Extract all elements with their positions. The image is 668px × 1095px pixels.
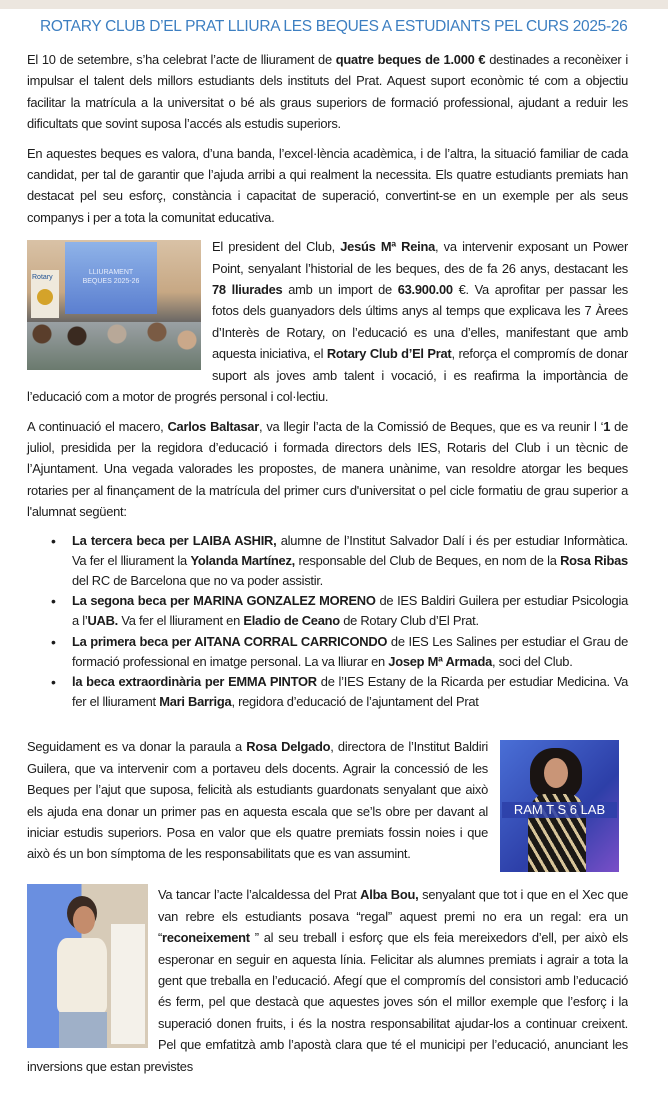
text-run: , soci del Club. <box>492 653 573 669</box>
bold-text: La segona beca per MARINA GONZALEZ MORENO <box>72 593 376 609</box>
text-run: de juliol, presidida per la regidora d’educació i formada directors dels IES, Rotaris del Club i un tècnic de l’Ajuntament. Una vegada valorades les propostes, de manera unànime, van resoldre atorgar les beques rotaries per al finançament de la matrícula del primer curs d'universitat o pel cicle formatiu de grau superior a l'alumnat següent: <box>27 418 629 520</box>
rosa-delgado-section <box>27 736 628 876</box>
rotary-banner <box>31 270 59 318</box>
text-run: En aquestes beques es valora, d’una banda, l’excel·lència acadèmica, i de l’altra, la situació familiar de cada candidat, per tal de garantir que l’ajuda arribi a qui realment la necessita. Els quatre estudiants premiats han destacat pel seu esforç, constància i capacitat de superació, convertint-se en un exemple per als seus companys i per a tota la comunitat educativa. <box>27 145 628 225</box>
bold-text: Alba Bou, <box>360 887 419 903</box>
mayor-top <box>57 938 107 1013</box>
banner-text: Rotary <box>32 274 53 282</box>
text-run: del RC de Barcelona que no va poder assistir. <box>72 572 324 588</box>
bold-text: reconeixement <box>162 930 250 946</box>
paragraph-criteria <box>27 143 628 229</box>
text-run: de l’IES Estany de la Ricarda per estudiar Medicina. Va fer el lliurament <box>72 673 628 710</box>
bold-text: Josep Mª Armada <box>388 653 492 669</box>
bullet-icon: • <box>51 532 56 549</box>
bold-text: Eladio de Ceano <box>243 613 340 629</box>
bold-text: La tercera beca per LAIBA ASHIR, <box>72 532 277 548</box>
bullet-icon: • <box>51 633 56 650</box>
bold-text: Rosa Delgado <box>246 739 331 755</box>
top-bar <box>0 0 668 9</box>
text-run: El 10 de setembre, s’ha celebrat l’acte de lliurament de <box>27 52 336 67</box>
mayor-section <box>27 884 628 1077</box>
text-run: El president del Club, <box>212 239 341 255</box>
projection-screen <box>65 242 157 314</box>
article <box>0 9 668 1095</box>
bold-text: 1 <box>603 418 611 434</box>
text-run: Seguidament es va donar la paraula a <box>27 739 247 755</box>
list-item <box>48 591 628 631</box>
text-run: de IES Baldiri Guilera per estudiar Psicologia a l’ <box>72 593 628 629</box>
bold-text: Rosa Ribas <box>560 552 628 568</box>
article-title: ROTARY CLUB D’EL PRAT LLIURA LES BEQUES A ESTUDIANTS PEL CURS 2025-26 <box>40 18 628 35</box>
bold-text: la beca extraordinària per EMMA PINTOR <box>72 673 317 689</box>
rotary-wheel-icon <box>37 289 53 305</box>
list-item <box>48 672 628 712</box>
text-run: , va llegir l’acta de la Comissió de Beques, que es va reunir l ‘ <box>258 418 604 434</box>
text-run: , reforça el compromís de donar suport als joves amb talent i vocació, i es reafirma la importància de l’educació com a motor de progrés personal i col·lectiu. <box>27 346 628 405</box>
text-run: A continuació el macero, <box>27 418 168 434</box>
president-section <box>27 236 628 407</box>
bold-text: 78 lliurades <box>212 282 283 298</box>
text-run: , directora de l’Institut Baldiri Guilera, que va intervenir com a portaveu dels docents. Agrair la concessió de les Beques per l’ajut que suposa, felicità als estudiants guardonats senyalant que això els ajuda ena donar un primer pas en aquesta escala que se’ls obre per davant al iniciar estudis superiors. Posa en valor que els quatre premiats fossin noies i que això és un bon símptoma de les responsabilitats que es van assumint. <box>27 739 488 862</box>
list-item <box>48 531 628 592</box>
text-run: senyalant que tot i que en el Xec que van rebre els estudiants posava “regal” aquest premi no era un regal: era un “ <box>158 887 628 946</box>
text-run: , va intervenir exposant un Power Point, senyalant l’historial de les beques, des de fa 26 anys, destacant les <box>212 239 628 276</box>
bold-text: 63.900.00 <box>397 282 453 298</box>
text-run: destinades a reconèixer i impulsar el talent dels millors estudiants dels instituts del Prat. Aquest suport econòmic té com a objectiu facilitar la matrícula a la universitat o bé als graus superiors de formació professional, ajudant a reduir les dificultats que sovint suposa l’accés als estudis superiors. <box>27 52 628 132</box>
bold-text: Yolanda Martínez, <box>190 552 295 568</box>
bold-text: Mari Barriga <box>159 694 232 710</box>
bold-text: quatre beques de 1.000 € <box>335 52 486 67</box>
slide-text: LLIURAMENT BEQUES 2025-26 <box>82 269 140 286</box>
text-run: Va fer el lliurament en <box>118 613 244 629</box>
bullet-icon: • <box>51 593 56 610</box>
text-run: de IES Les Salines per estudiar el Grau de formació professional en imatge personal. La va lliurar en <box>72 633 628 669</box>
list-item <box>48 632 628 672</box>
text-run: Va tancar l’acte l’alcaldessa del Prat <box>158 887 361 903</box>
bold-text: UAB. <box>87 613 118 629</box>
bullet-icon: • <box>51 673 56 690</box>
mayor-jeans <box>59 1012 107 1048</box>
text-run: amb un import de <box>282 282 398 298</box>
text-run: responsable del Club de Beques, en nom de la <box>294 552 561 568</box>
paragraph-commission <box>27 416 628 523</box>
audience <box>27 322 201 370</box>
mayor-face <box>73 906 95 934</box>
speaker-bg-text: RAM T S 6 LAB <box>502 802 617 818</box>
text-run: alumne de l’Institut Salvador Dalí i és per estudiar Informàtica. Va fer el lliurament la <box>72 532 628 568</box>
paragraph-intro <box>27 49 628 135</box>
text-run: , regidora d’educació de l’ajuntament del Prat <box>231 694 479 710</box>
text-run: de Rotary Club d’El Prat. <box>339 613 479 629</box>
bold-text: La primera beca per AITANA CORRAL CARRICONDO <box>72 633 388 649</box>
scholarship-list <box>48 531 628 713</box>
rotary-rollup-banner <box>111 924 145 1044</box>
bold-text: Rotary Club d’El Prat <box>326 346 452 362</box>
event-photo <box>27 240 201 370</box>
text-run: ” al seu treball i esforç que els feia mereixedors d’ell, per això els esperonar en seguir en aquesta línia. Felicitar als alumnes premiats i agrair a tota la gent que treballa en l’educació. Afegí que el compromís del consistori amb l’educació és ferm, pel que destacà que aquestes joves són el millor exemple que l’esforç i la superació donen fruits, i és la nostra responsabilitat ajudar-los a continuar creixent. Pel que emfatitzà amb l’apostà clara que té el municipi per l’educació, anunciant les inversions que estan previstes <box>27 930 628 1074</box>
speaker-photo-rosa <box>500 740 619 872</box>
text-run: €. Va aprofitar per passar les fotos dels guanyadors dels últims anys al temps que explicava les 7 Àrees d’Interès de Rotary, on l’educació es una d’elles, manifestant que amb aquesta iniciativa, el <box>212 282 628 362</box>
bold-text: Jesús Mª Reina <box>340 239 436 255</box>
bold-text: Carlos Baltasar <box>167 418 259 434</box>
